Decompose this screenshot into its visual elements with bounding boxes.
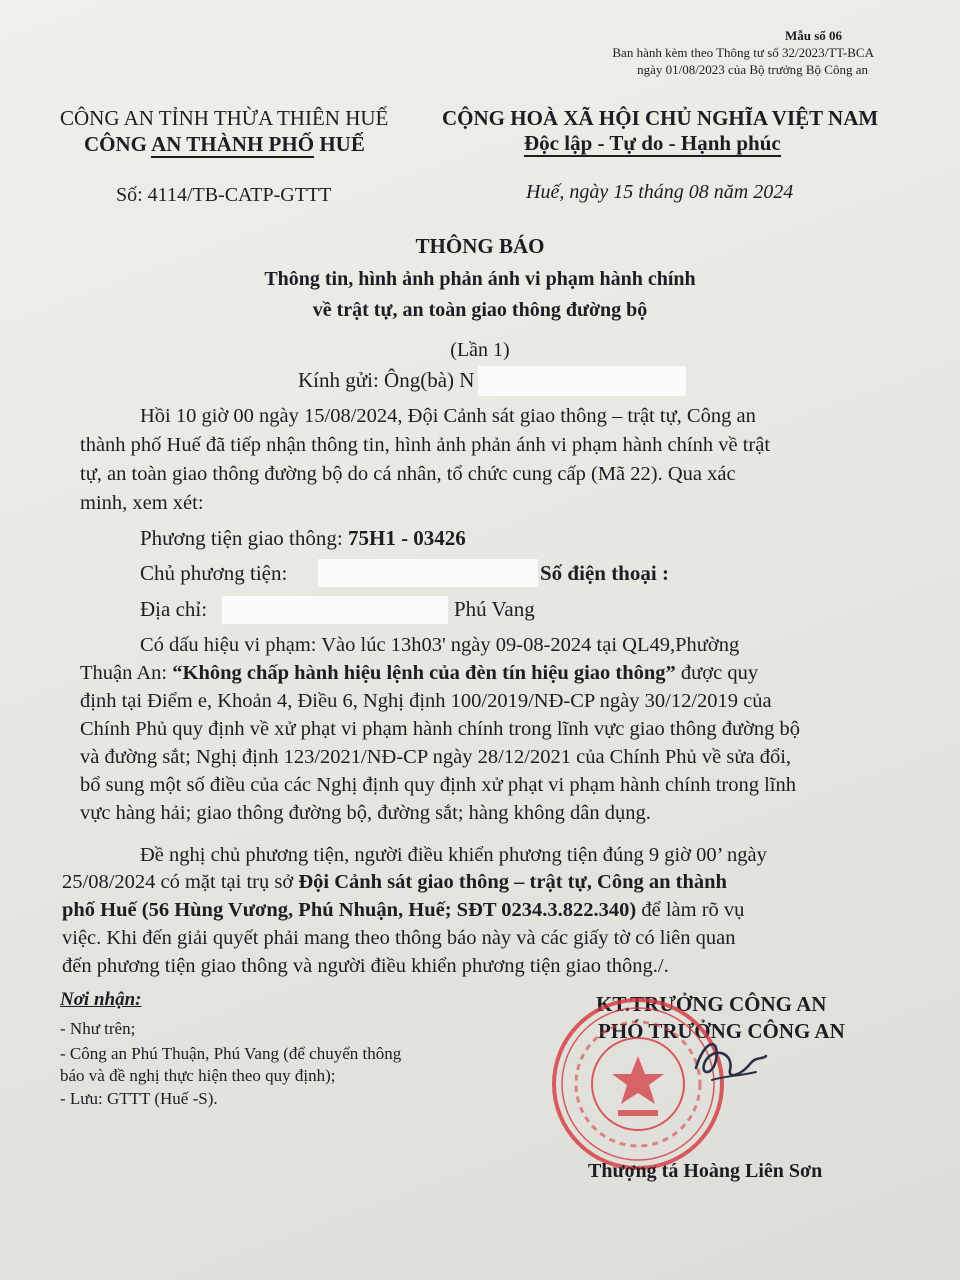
agency-name-suffix: HUẾ bbox=[314, 132, 365, 156]
request-line-tail: để làm rõ vụ bbox=[636, 899, 745, 921]
violation-line: bổ sung một số điều của các Nghị định quy định xử phạt vi phạm hành chính trong lĩnh bbox=[80, 774, 796, 796]
redacted-owner bbox=[318, 559, 538, 587]
addressee: Kính gửi: Ông(bà) N bbox=[298, 368, 475, 392]
notice-iteration: (Lần 1) bbox=[450, 339, 510, 361]
signer-name: Thượng tá Hoàng Liên Sơn bbox=[588, 1160, 823, 1182]
request-line: việc. Khi đến giải quyết phải mang theo thông báo này và các giấy tờ có liên quan bbox=[62, 927, 736, 949]
violation-line: và đường sắt; Nghị định 123/2021/NĐ-CP ngày 28/12/2021 của Chính Phủ về sửa đổi, bbox=[80, 746, 792, 768]
agency-name-underlined: AN THÀNH PHỐ bbox=[151, 132, 315, 156]
violation-line bbox=[80, 662, 758, 685]
violation-location: Thuận An: bbox=[80, 662, 173, 684]
vehicle-row bbox=[140, 526, 466, 551]
request-office: Đội Cảnh sát giao thông – trật tự, Công an thành bbox=[298, 871, 727, 893]
document-subtitle-line1: Thông tin, hình ảnh phản ánh vi phạm hành chính bbox=[264, 268, 696, 290]
request-line bbox=[62, 899, 744, 922]
address-label: Địa chỉ: bbox=[140, 597, 208, 621]
vehicle-plate: 75H1 - 03426 bbox=[347, 526, 466, 550]
owner-label: Chủ phương tiện: bbox=[140, 561, 288, 585]
violation-offense: “Không chấp hành hiệu lệnh của đèn tín hiệu giao thông” bbox=[172, 662, 676, 684]
violation-line: Có dấu hiệu vi phạm: Vào lúc 13h03' ngày 09-08-2024 tại QL49,Phường bbox=[140, 634, 740, 656]
request-date: 25/08/2024 có mặt tại trụ sở bbox=[62, 871, 299, 893]
violation-line: Chính Phủ quy định về xử phạt vi phạm hành chính trong lĩnh vực giao thông đường bộ bbox=[80, 718, 801, 740]
document-title: THÔNG BÁO bbox=[415, 234, 545, 258]
agency-name-prefix: CÔNG bbox=[84, 132, 152, 156]
redacted-address bbox=[222, 596, 448, 624]
recipient-item: - Công an Phú Thuận, Phú Vang (để chuyển thông bbox=[60, 1044, 402, 1063]
national-title: CỘNG HOÀ XÃ HỘI CHỦ NGHĨA VIỆT NAM bbox=[442, 106, 879, 130]
signature-authority: KT.TRƯỞNG CÔNG AN bbox=[596, 992, 827, 1016]
document-number: Số: 4114/TB-CATP-GTTT bbox=[116, 184, 332, 206]
request-line: Đề nghị chủ phương tiện, người điều khiển phương tiện đúng 9 giờ 00’ ngày bbox=[140, 844, 767, 866]
recipient-item: báo và đề nghị thực hiện theo quy định); bbox=[60, 1066, 336, 1085]
agency-parent: CÔNG AN TỈNH THỪA THIÊN HUẾ bbox=[60, 106, 389, 130]
place-date: Huế, ngày 15 tháng 08 năm 2024 bbox=[526, 181, 794, 203]
violation-line: định tại Điểm e, Khoản 4, Điều 6, Nghị định 100/2019/NĐ-CP ngày 30/12/2019 của bbox=[80, 690, 772, 712]
national-motto-text: Độc lập - Tự do - Hạnh phúc bbox=[524, 131, 781, 155]
recipient-item: - Lưu: GTTT (Huế -S). bbox=[60, 1089, 218, 1108]
violation-line: vực hàng hải; giao thông đường bộ, đường sắt; hàng không dân dụng. bbox=[80, 802, 651, 824]
violation-line-tail: được quy bbox=[675, 662, 759, 684]
document-subtitle-line2: về trật tự, an toàn giao thông đường bộ bbox=[312, 299, 648, 321]
form-number: Mẫu số 06 bbox=[784, 28, 842, 43]
signature-title: PHÓ TRƯỞNG CÔNG AN bbox=[598, 1019, 845, 1043]
intro-line: Hồi 10 giờ 00 ngày 15/08/2024, Đội Cảnh sát giao thông – trật tự, Công an bbox=[140, 405, 756, 427]
request-office-address: phố Huế (56 Hùng Vương, Phú Nhuận, Huế; SĐT 0234.3.822.340) bbox=[62, 899, 637, 921]
redacted-name bbox=[478, 366, 686, 396]
form-issued-line2: ngày 01/08/2023 của Bộ trưởng Bộ Công an bbox=[637, 62, 868, 77]
agency-name bbox=[84, 132, 365, 157]
intro-line: thành phố Huế đã tiếp nhận thông tin, hình ảnh phản ánh vi phạm hành chính về trật bbox=[80, 434, 771, 456]
phone-label: Số điện thoại : bbox=[540, 561, 669, 585]
vehicle-label: Phương tiện giao thông: bbox=[140, 526, 348, 550]
intro-line: minh, xem xét: bbox=[80, 492, 204, 514]
request-line bbox=[62, 871, 727, 894]
handwritten-signature-icon bbox=[690, 1030, 770, 1090]
address-district: Phú Vang bbox=[454, 597, 535, 621]
national-motto bbox=[524, 131, 781, 156]
form-issued-line1: Ban hành kèm theo Thông tư số 32/2023/TT-BCA bbox=[612, 45, 874, 60]
recipients-title: Nơi nhận: bbox=[60, 989, 142, 1010]
intro-line: tự, an toàn giao thông đường bộ do cá nhân, tổ chức cung cấp (Mã 22). Qua xác bbox=[80, 463, 736, 485]
recipient-item: - Như trên; bbox=[60, 1019, 136, 1038]
request-line: đến phương tiện giao thông và người điều khiển phương tiện giao thông./. bbox=[62, 955, 669, 977]
